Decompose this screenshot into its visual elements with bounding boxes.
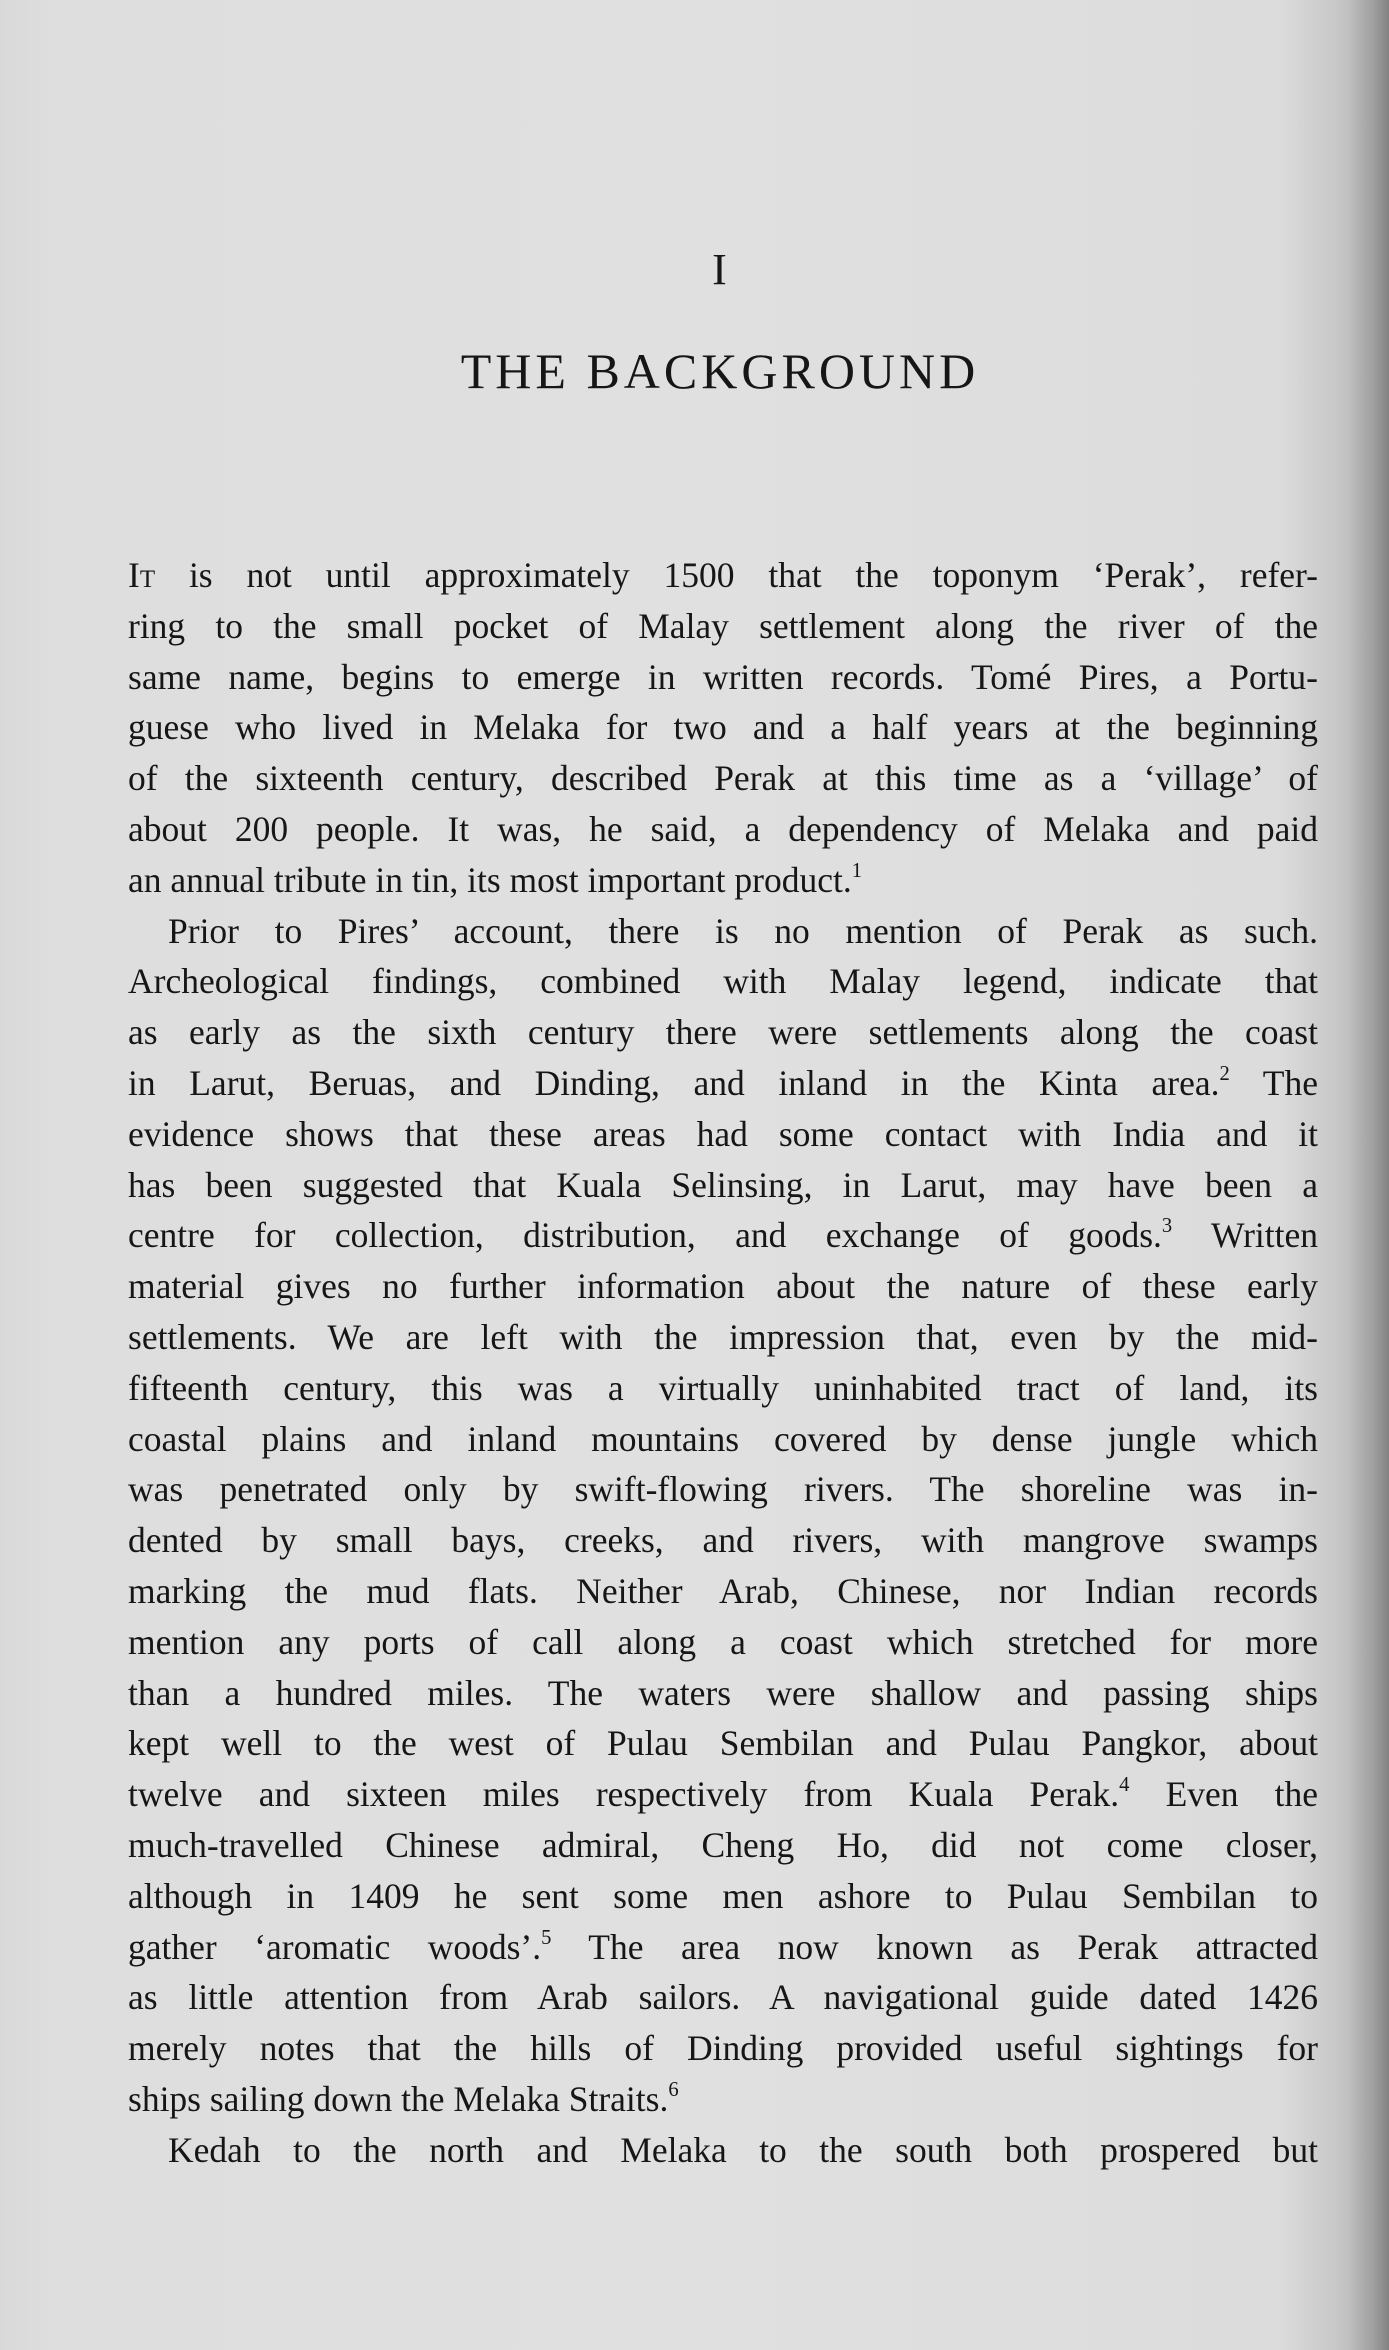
line-text: as little attention from Arab sailors. A navigational guide dated 1426 <box>128 1977 1318 2018</box>
body-text <box>128 550 1318 2176</box>
line-text: material gives no further information about the nature of these early <box>128 1266 1318 1307</box>
paragraph <box>128 2125 1318 2176</box>
text-line <box>128 1109 1318 1160</box>
text-line <box>128 1566 1318 1617</box>
text-line <box>128 2125 1318 2176</box>
line-text: than a hundred miles. The waters were shallow and passing ships <box>128 1672 1318 1713</box>
line-text: guese who lived in Melaka for two and a half years at the beginning <box>128 707 1318 748</box>
text-line <box>128 1414 1318 1465</box>
line-text: much-travelled Chinese admiral, Cheng Ho, did not come closer, <box>128 1824 1318 1865</box>
line-text: evidence shows that these areas had some contact with India and it <box>128 1113 1318 1154</box>
text-line <box>128 2023 1318 2074</box>
text-line <box>128 1160 1318 1211</box>
text-line <box>128 1820 1318 1871</box>
line-text: merely notes that the hills of Dinding provided useful sightings for <box>128 2028 1318 2069</box>
text-line <box>128 550 1318 601</box>
line-text: same name, begins to emerge in written records. Tomé Pires, a Portu- <box>128 656 1318 697</box>
text-line <box>128 753 1318 804</box>
paragraph <box>128 906 1318 2125</box>
line-text: ships sailing down the Melaka Straits. <box>128 2078 669 2119</box>
line-text: an annual tribute in tin, its most important product. <box>128 859 852 900</box>
line-text: coastal plains and inland mountains covered by dense jungle which <box>128 1418 1318 1459</box>
chapter-title: THE BACKGROUND <box>460 343 980 399</box>
text-line <box>128 1668 1318 1719</box>
text-line <box>128 1922 1318 1973</box>
line-text: Archeological findings, combined with Malay legend, indicate that <box>128 961 1318 1002</box>
text-line <box>128 652 1318 703</box>
line-text: as early as the sixth century there were settlements along the coast <box>128 1012 1318 1053</box>
text-line <box>128 1058 1318 1109</box>
line-text: gather ‘aromatic woods’. <box>128 1926 542 1967</box>
line-text: marking the mud flats. Neither Arab, Chinese, nor Indian records <box>128 1570 1318 1611</box>
drop-lead-word: It <box>128 555 156 595</box>
line-text: in Larut, Beruas, and Dinding, and inland in the Kinta area. <box>128 1062 1220 1103</box>
footnote-marker: 1 <box>851 859 862 882</box>
text-line <box>128 804 1318 855</box>
line-text: about 200 people. It was, he said, a dependency of Melaka and paid <box>128 808 1318 849</box>
line-text: kept well to the west of Pulau Sembilan and Pulau Pangkor, about <box>128 1723 1318 1764</box>
line-text: fifteenth century, this was a virtually uninhabited tract of land, its <box>128 1367 1318 1408</box>
line-text: twelve and sixteen miles respectively from Kuala Perak. <box>128 1774 1120 1815</box>
line-text: Prior to Pires’ account, there is no mention of Perak as such. <box>168 910 1318 951</box>
text-line <box>128 1261 1318 1312</box>
line-text: although in 1409 he sent some men ashore to Pulau Sembilan to <box>128 1875 1318 1916</box>
text-line <box>128 906 1318 957</box>
line-text-continued: Written <box>1172 1215 1318 1256</box>
footnote-marker: 6 <box>668 2079 679 2102</box>
text-line <box>128 1871 1318 1922</box>
text-line <box>128 1464 1318 1515</box>
line-text: settlements. We are left with the impression that, even by the mid- <box>128 1316 1318 1357</box>
text-line <box>128 1718 1318 1769</box>
text-line <box>128 1007 1318 1058</box>
text-line <box>128 1210 1318 1261</box>
line-text-continued: The area now known as Perak attracted <box>551 1926 1318 1967</box>
line-text: mention any ports of call along a coast which stretched for more <box>128 1621 1318 1662</box>
line-text-continued: Even the <box>1129 1774 1318 1815</box>
footnote-marker: 4 <box>1119 1774 1130 1797</box>
footnote-marker: 3 <box>1161 1215 1173 1238</box>
line-text: has been suggested that Kuala Selinsing, in Larut, may have been a <box>128 1164 1318 1205</box>
text-line <box>128 1515 1318 1566</box>
text-line <box>128 601 1318 652</box>
line-text: was penetrated only by swift-flowing rivers. The shoreline was in- <box>128 1469 1318 1510</box>
line-text: ring to the small pocket of Malay settlement along the river of the <box>128 605 1318 646</box>
text-line <box>128 956 1318 1007</box>
line-text: of the sixteenth century, described Perak at this time as a ‘village’ of <box>128 758 1318 799</box>
text-line <box>128 1769 1318 1820</box>
line-text: dented by small bays, creeks, and rivers, with mangrove swamps <box>128 1520 1318 1561</box>
footnote-marker: 5 <box>541 1926 552 1949</box>
line-text: Kedah to the north and Melaka to the south both prospered but <box>168 2129 1318 2170</box>
text-line <box>128 2074 1318 2125</box>
text-line <box>128 855 1318 906</box>
footnote-marker: 2 <box>1219 1063 1230 1086</box>
text-line <box>128 1972 1318 2023</box>
line-text-continued: The <box>1229 1062 1318 1103</box>
chapter-number: I <box>712 245 728 294</box>
text-line <box>128 1363 1318 1414</box>
text-line <box>128 1617 1318 1668</box>
line-text: centre for collection, distribution, and exchange of goods. <box>128 1215 1162 1256</box>
line-text: is not until approximately 1500 that the toponym ‘Perak’, refer- <box>155 555 1318 595</box>
text-line <box>128 1312 1318 1363</box>
text-line <box>128 702 1318 753</box>
paragraph <box>128 550 1318 906</box>
